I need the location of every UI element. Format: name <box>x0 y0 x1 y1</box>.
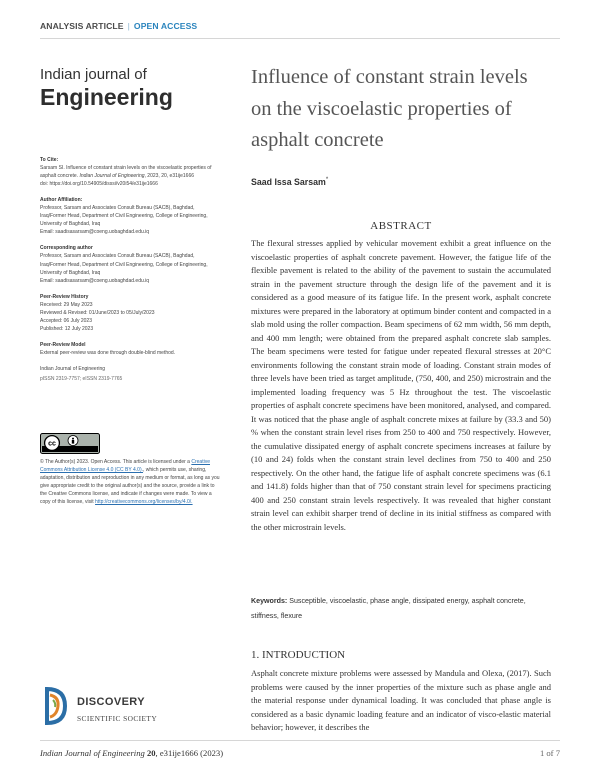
page-number: 1 of 7 <box>539 748 560 758</box>
footer-article-no: , e31ije1666 (2023) <box>155 748 224 758</box>
abstract-heading: ABSTRACT <box>370 220 432 232</box>
publisher-name: DISCOVERY <box>77 696 145 708</box>
history-published: Published: 12 July 2023 <box>40 325 94 332</box>
corresponding-email[interactable]: Email: saadisasarsam@coeng.uobaghdad.edu.iq <box>40 277 150 284</box>
citation-text-part2: , 2023, 20, e31ije1666 <box>144 173 195 180</box>
affiliation-email[interactable]: Email: saadisasarsam@coeng.uobaghdad.edu.iq <box>40 229 150 236</box>
introduction-heading: 1. INTRODUCTION <box>251 649 346 661</box>
keywords-label: Keywords: <box>251 597 288 605</box>
cc-icon-text: cc <box>48 440 56 448</box>
footer-volume: 20 <box>146 748 156 758</box>
issn: pISSN 2319-7757; eISSN 2319-7765 <box>40 376 123 383</box>
citation-block <box>40 156 220 188</box>
article-header <box>40 21 197 31</box>
header-separator: | <box>127 21 130 31</box>
affiliation-label: Author Affiliation: <box>40 197 83 204</box>
citation-label: To Cite: <box>40 157 59 163</box>
article-type: ANALYSIS ARTICLE <box>40 21 124 31</box>
citation-text <box>40 164 220 180</box>
corresponding-block <box>40 244 220 284</box>
review-model-label: Peer-Review Model <box>40 341 86 348</box>
article-sidebar <box>40 156 220 391</box>
author-line <box>251 177 328 187</box>
footer-citation <box>40 748 223 758</box>
footer-divider <box>40 740 560 741</box>
keywords <box>251 594 551 623</box>
journal-name-line2: Engineering <box>40 84 173 110</box>
sidebar-journal-name: Indian Journal of Engineering <box>40 365 106 372</box>
cc-by-badge[interactable] <box>40 433 100 454</box>
journal-issn-block <box>40 365 220 383</box>
citation-text-part1: Sarsam SI. Influence of constant strain levels on the viscoelastic properties of asphalt concrete. <box>40 165 212 180</box>
corresponding-label: Corresponding author <box>40 245 93 252</box>
abstract-text: The flexural stresses applied by vehicular movement exhibit a great influence on the viscoelastic properties of asphalt concrete pavement. However, the fatigue life of the flexible pavement is related to the ability of the pavement to sustain the accumulated strain in the pavement structure through the design life of the pavement and it is considered as a good measure of its fatigue life. In the present work, asphalt concrete mixtures were prepared in the laboratory at optimum binder content and compacted in a slab mold using the roller compaction. Beam specimens of 62 mm width, 56 mm depth, and 400 mm length; were obtained from the prepared asphalt concrete slab samples. The beam specimens were tested for fatigue under repeated flexural stresses at 20°C environments following the constant strain mode of loading. Constant strain modes of three levels have been tried as target amplitude, (750, 400, and 250) microstrain and the implemented loading frequency was 5 Hz throughout the test. The viscoelastic properties of asphalt concrete specimens have been monitored, analysed, and compared. It was noticed that the phase angle of asphalt concrete mixes at failure by (33.3 and 50) % when the constant strain level rises from 250 to 400 and 750 respectively. However, the cumulative dissipated energy of asphalt concrete specimens increases at failure by (10 and 24) folds when the constant strain level declines from 750 to 400 and 250 respectively. On the other hand, the fatigue life of asphalt concrete specimens was (6.1 and 141.8) folds higher than that of 750 constant strain level for specimens practicing 400 and 250 constant strain levels respectively. It was revealed that higher constant strain level can exhibit sharper trend of decline in its initial stiffness as compared with the other microstrain levels. <box>251 238 551 532</box>
discovery-emblem-icon <box>43 685 73 727</box>
license-link[interactable]: Creative Commons Attribution License 4.0 (CC BY 4.0). <box>40 459 210 474</box>
citation-journal: Indian Journal of Engineering <box>79 173 145 180</box>
header-divider <box>40 38 560 39</box>
publisher-logo <box>43 683 193 727</box>
footer-journal: Indian Journal of Engineering <box>40 748 145 758</box>
keywords-text: Susceptible, viscoelastic, phase angle, dissipated energy, asphalt concrete, stiffness, flexure <box>251 597 526 620</box>
journal-name-line1: Indian journal of <box>40 66 147 83</box>
article-title: Influence of constant strain levels on the viscoelastic properties of asphalt concrete <box>251 66 528 151</box>
history-block <box>40 293 220 333</box>
affiliation-block <box>40 196 220 236</box>
license-text-part2: , which permits use, sharing, adaptation, distribution and reproduction in any medium or format, as long as you give appropriate credit to the original author(s) and the source, provide a link to the Creative Commons license, and indicate if changes were made. To view a copy of this license, visit <box>40 467 220 506</box>
history-accepted: Accepted: 06 July 2023 <box>40 317 92 324</box>
affiliation-text: Professor, Sarsam and Associates Consult Bureau (SACB), Baghdad, Iraq/Former Head, Department of Civil Engineering, College of Engineering, University of Baghdad, Iraq <box>40 205 208 228</box>
review-model-text: External peer-review was done through double-blind method. <box>40 349 176 356</box>
introduction-text: Asphalt concrete mixture problems were assessed by Mandula and Olexa, (2017). Such problems were caused by the inner properties of the mixture such as phase angle and the material response under dynamical loading. It was concluded that phase angle is considered as a basic dynamic loading feature and an indicator of visco-elastic material behavior; however, it describes the <box>251 668 551 732</box>
corresponding-text: Professor, Sarsam and Associates Consult Bureau (SACB), Baghdad, Iraq/Former Head, Department of Civil Engineering, College of Engineering, University of Baghdad, Iraq <box>40 253 208 276</box>
history-label: Peer-Review History <box>40 293 89 300</box>
open-access-label: OPEN ACCESS <box>133 21 198 31</box>
license-text <box>40 458 220 506</box>
citation-doi: doi: https://doi.org/10.54905/disssi/v20i54/e31ije1666 <box>40 181 158 188</box>
license-url[interactable]: http://creativecommons.org/licenses/by/4.0/. <box>95 499 193 506</box>
review-model-block <box>40 341 220 357</box>
author-name: Saad Issa Sarsam <box>251 177 326 187</box>
publisher-society: SCIENTIFIC SOCIETY <box>77 714 158 723</box>
license-text-part1: © The Author(s) 2023. Open Access. This article is licensed under a <box>40 459 192 465</box>
corresponding-mark: * <box>325 177 329 184</box>
history-reviewed: Reviewed & Revised: 01/June/2023 to 05/July/2023 <box>40 309 155 316</box>
history-received: Received: 29 May 2023 <box>40 301 93 308</box>
